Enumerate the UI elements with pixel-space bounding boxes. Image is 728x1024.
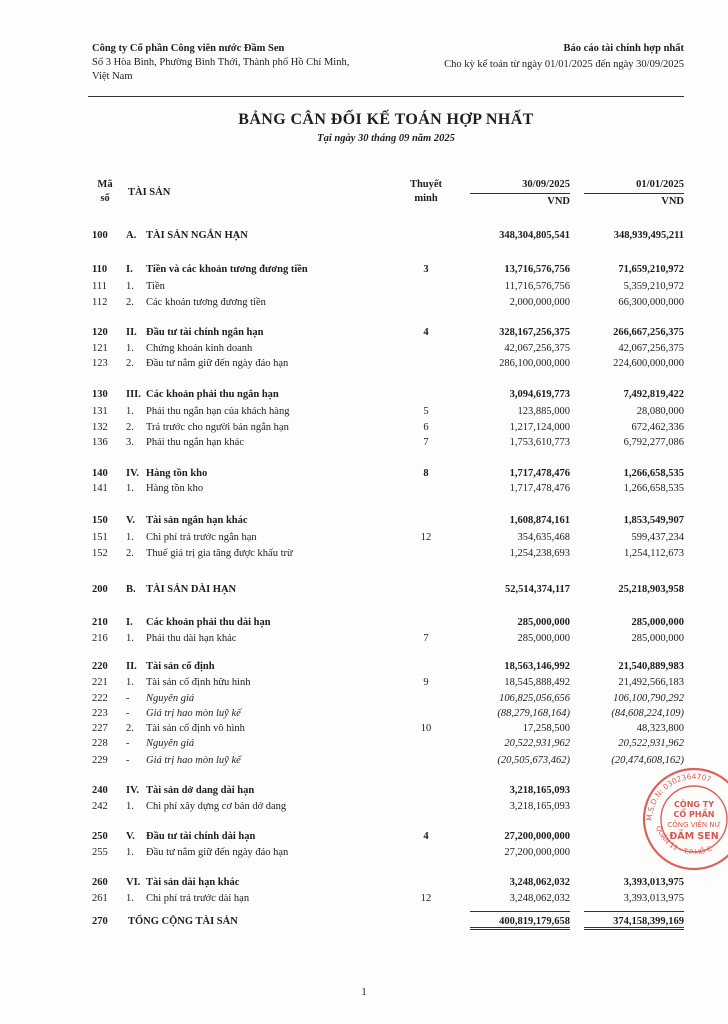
table-row [0,616,728,630]
row-label: Các khoản phải thu ngắn hạn [146,389,279,400]
table-row [0,692,728,706]
row-value-current: 285,000,000 [517,617,570,628]
row-value-current: 286,100,000,000 [499,358,570,369]
row-value-current: 3,218,165,093 [509,785,570,796]
row-label: Tài sản cố định [146,661,215,672]
row-index: 3. [126,437,134,448]
table-row [0,326,728,340]
row-note: 4 [423,831,429,842]
row-value-current: 1,717,478,476 [509,468,570,479]
table-row [0,296,728,310]
row-code: 111 [92,281,107,292]
row-index: B. [126,584,136,595]
row-label: Thuế giá trị gia tăng được khấu trừ [146,548,293,559]
row-value-current: 3,094,619,773 [509,389,570,400]
total-top-rule [584,911,684,912]
table-row [0,547,728,561]
row-code: 140 [92,468,108,479]
table-row [0,800,728,814]
row-value-current: 348,304,805,541 [499,230,570,241]
row-index: A. [126,230,137,241]
row-label: TÀI SẢN DÀI HẠN [146,584,237,595]
row-label: Nguyên giá [146,738,195,749]
row-label: Nguyên giá [146,693,195,704]
row-label: Chi phí trả trước dài hạn [146,893,250,904]
total-bottom-double-rule [584,927,684,930]
row-note: 10 [420,723,432,734]
table-row [0,876,728,890]
statement-date: Tại ngày 30 tháng 09 năm 2025 [317,133,455,144]
page-number: 1 [361,986,367,998]
row-label: Tiền và các khoản tương đương tiền [146,264,308,275]
row-label: Các khoản phải thu dài hạn [146,617,271,628]
row-label: Chi phí xây dựng cơ bản dở dang [146,801,287,812]
row-note: 5 [423,406,429,417]
row-label: Phải thu dài hạn khác [146,633,237,644]
row-label: Chi phí trả trước ngắn hạn [146,532,257,543]
row-value-prior: 1,266,658,535 [623,483,684,494]
row-label: Tài sản dở dang dài hạn [146,785,255,796]
row-code: 223 [92,708,108,719]
row-value-prior: 285,000,000 [631,633,684,644]
row-value-prior: 599,437,234 [631,532,684,543]
table-row [0,357,728,371]
table-row [0,342,728,356]
column-header-assets: TÀI SẢN [128,187,171,198]
total-bottom-double-rule [470,927,570,930]
row-value-current: 3,248,062,032 [509,877,570,888]
statement-title: BẢNG CÂN ĐỐI KẾ TOÁN HỢP NHẤT [238,111,534,128]
row-value-prior: 20,522,931,962 [618,738,684,749]
row-value-current: 18,563,146,992 [504,661,570,672]
table-row [0,280,728,294]
row-value-current: 1,753,610,773 [509,437,570,448]
row-code: 200 [92,584,108,595]
row-code: 132 [92,422,108,433]
row-label: Các khoản tương đương tiền [146,297,266,308]
row-value-prior: 3,393,013,975 [623,893,684,904]
column-header-underline [584,193,684,194]
row-index: IV. [126,468,139,479]
row-value-current: 13,716,576,756 [504,264,570,275]
row-value-prior: 6,792,277,086 [623,437,684,448]
row-label: Đầu tư tài chính ngắn hạn [146,327,264,338]
row-value-current: 1,217,124,000 [509,422,570,433]
row-code: 222 [92,693,108,704]
table-row [0,531,728,545]
row-label: Trả trước cho người bán ngắn hạn [146,422,289,433]
row-label: Đầu tư nắm giữ đến ngày đáo hạn [146,847,289,858]
row-value-prior: (84,608,224,109) [611,708,684,719]
column-header-underline [470,193,570,194]
row-index: 1. [126,893,134,904]
table-row [0,421,728,435]
table-row [0,388,728,402]
row-index: - [126,693,130,704]
row-value-prior: 7,492,819,422 [623,389,684,400]
column-header-date-current: 30/09/2025 [522,179,570,190]
company-name: Công ty Cổ phần Công viên nước Đầm Sen [92,43,285,54]
row-code: 150 [92,515,108,526]
stamp-ring-bottom-text: QUẬN 11 - T.P HỒ C [654,824,714,857]
row-label: Tài sản ngắn hạn khác [146,515,248,526]
stamp-ring-text: M.S.D.N: 0302364707 [644,771,713,822]
row-note: 8 [423,468,429,479]
row-index: - [126,755,130,766]
row-value-current: 3,218,165,093 [509,801,570,812]
row-value-current: 354,635,468 [517,532,570,543]
row-index: - [126,738,130,749]
row-label: Giá trị hao mòn luỹ kế [146,755,241,766]
row-value-current: 106,825,056,656 [499,693,570,704]
row-code: 250 [92,831,108,842]
row-value-current: 18,545,888,492 [504,677,570,688]
row-value-prior: 1,266,658,535 [623,468,684,479]
row-value-prior: 348,939,495,211 [613,230,684,241]
row-index: 1. [126,343,134,354]
row-code: 220 [92,661,108,672]
table-row [0,737,728,751]
row-value-current: 27,200,000,000 [504,847,570,858]
column-unit-prior: VND [661,196,684,207]
row-value-prior: 66,300,000,000 [618,297,684,308]
row-index: 2. [126,422,134,433]
row-index: II. [126,661,137,672]
row-index: IV. [126,785,139,796]
row-index: V. [126,831,135,842]
row-label: TỔNG CỘNG TÀI SẢN [128,916,238,927]
row-value-current: 17,258,500 [522,723,570,734]
stamp-line2: CỔ PHẦN [673,810,715,819]
row-value-current: 328,167,256,375 [499,327,570,338]
table-row [0,405,728,419]
table-row [0,754,728,768]
row-index: I. [126,617,133,628]
row-label: Hàng tồn kho [146,468,208,479]
stamp-line4: ĐẦM SEN [669,831,719,842]
report-header [384,42,684,72]
table-row [0,846,728,860]
row-label: Phải thu ngắn hạn khác [146,437,244,448]
row-value-prior: 285,000,000 [631,617,684,628]
row-label: Tài sản dài hạn khác [146,877,240,888]
row-code: 130 [92,389,108,400]
row-value-prior: 5,359,210,972 [623,281,684,292]
row-label: Hàng tồn kho [146,483,204,494]
row-code: 221 [92,677,108,688]
row-value-current: 27,200,000,000 [504,831,570,842]
row-index: 2. [126,723,134,734]
row-value-prior: 3,393,013,975 [623,877,684,888]
row-label: Tài sản cố định hữu hình [146,677,251,688]
table-row [0,784,728,798]
stamp-line3: CÔNG VIÊN NƯ [667,821,721,829]
row-code: 260 [92,877,108,888]
row-index: I. [126,264,133,275]
row-index: II. [126,327,137,338]
row-index: 1. [126,677,134,688]
header-divider [88,96,684,97]
row-note: 6 [423,422,429,433]
column-header-note: Thuyết minh [409,179,443,204]
row-index: 1. [126,483,134,494]
row-value-prior: 48,323,800 [636,723,684,734]
row-value-current: 123,885,000 [517,406,570,417]
company-address-line1: Số 3 Hòa Bình, Phường Bình Thới, Thành phố Hồ Chí Minh, [92,57,350,68]
row-code: 141 [92,483,108,494]
row-value-current: 11,716,576,756 [504,281,570,292]
row-note: 7 [423,437,429,448]
table-row [0,514,728,528]
table-row [0,707,728,721]
row-value-prior: 42,067,256,375 [618,343,684,354]
row-label: TÀI SẢN NGẮN HẠN [146,230,248,241]
company-header [92,42,412,84]
row-value-prior: 1,254,112,673 [624,548,684,559]
row-value-prior: 1,853,549,907 [623,515,684,526]
row-label: Đầu tư tài chính dài hạn [146,831,256,842]
row-code: 270 [92,916,108,927]
row-index: V. [126,515,135,526]
row-code: 255 [92,847,108,858]
row-value-prior: (20,474,608,162) [611,755,684,766]
row-label: Đầu tư nắm giữ đến ngày đáo hạn [146,358,289,369]
table-row [0,830,728,844]
table-row [0,583,728,597]
row-code: 100 [92,230,108,241]
row-value-current: 1,717,478,476 [509,483,570,494]
row-code: 242 [92,801,108,812]
row-note: 12 [420,893,432,904]
row-note: 3 [423,264,429,275]
row-label: Chứng khoán kinh doanh [146,343,253,354]
row-code: 131 [92,406,108,417]
row-value-current: (20,505,673,462) [497,755,570,766]
company-address-line2: Việt Nam [92,71,133,82]
column-header-code: Mã số [97,179,113,204]
row-value-current: (88,279,168,164) [497,708,570,719]
row-value-current: 42,067,256,375 [504,343,570,354]
row-value-prior: 106,100,790,292 [613,693,684,704]
row-code: 228 [92,738,108,749]
row-note: 7 [423,633,429,644]
table-row [0,632,728,646]
row-index: - [126,708,130,719]
table-row [0,660,728,674]
row-code: 152 [92,548,108,559]
row-index: VI. [126,877,141,888]
table-row [0,229,728,243]
table-row [0,892,728,906]
row-value-prior: 21,540,889,983 [618,661,684,672]
row-code: 110 [92,264,108,275]
row-value-prior: 224,600,000,000 [613,358,684,369]
row-index: III. [126,389,141,400]
row-label: Tài sản cố định vô hình [146,723,245,734]
row-value-current: 1,254,238,693 [509,548,570,559]
table-row [0,482,728,496]
row-index: 2. [126,297,134,308]
row-value-current: 3,248,062,032 [509,893,570,904]
row-index: 1. [126,801,134,812]
row-label: Tiền [146,281,165,292]
row-value-current: 52,514,374,117 [504,584,570,595]
row-code: 261 [92,893,108,904]
row-code: 121 [92,343,108,354]
row-index: 1. [126,532,134,543]
table-row [0,467,728,481]
row-index: 1. [126,847,134,858]
row-value-prior: 374,158,399,169 [613,916,684,927]
table-row [0,722,728,736]
row-code: 136 [92,437,108,448]
row-code: 229 [92,755,108,766]
row-index: 1. [126,633,134,644]
row-value-prior: 28,080,000 [636,406,684,417]
row-value-prior: 266,667,256,375 [613,327,684,338]
row-value-current: 20,522,931,962 [504,738,570,749]
row-code: 151 [92,532,108,543]
company-seal-stamp [640,765,728,873]
table-row [0,263,728,277]
row-code: 123 [92,358,108,369]
total-top-rule [470,911,570,912]
stamp-line1: CÔNG TY [674,800,714,809]
row-value-prior: 21,492,566,183 [618,677,684,688]
row-label: Giá trị hao mòn luỹ kế [146,708,241,719]
report-type: Báo cáo tài chính hợp nhất [563,43,684,54]
row-label: Phải thu ngắn hạn của khách hàng [146,406,290,417]
row-index: 2. [126,358,134,369]
row-value-current: 2,000,000,000 [509,297,570,308]
row-index: 2. [126,548,134,559]
column-header-date-prior: 01/01/2025 [636,179,684,190]
table-row [0,676,728,690]
row-note: 4 [423,327,429,338]
row-note: 12 [420,532,432,543]
row-value-prior: 672,462,336 [631,422,684,433]
row-code: 210 [92,617,108,628]
row-index: 1. [126,281,134,292]
row-code: 120 [92,327,108,338]
row-code: 112 [92,297,108,308]
row-value-prior: 71,659,210,972 [618,264,684,275]
row-value-current: 285,000,000 [517,633,570,644]
row-code: 240 [92,785,108,796]
row-note: 9 [423,677,429,688]
row-index: 1. [126,406,134,417]
report-period: Cho kỳ kế toán từ ngày 01/01/2025 đến ngày 30/09/2025 [444,59,684,70]
column-unit-current: VND [547,196,570,207]
row-code: 216 [92,633,108,644]
row-value-prior: 25,218,903,958 [618,584,684,595]
row-code: 227 [92,723,108,734]
table-row [0,436,728,450]
row-value-current: 1,608,874,161 [509,515,570,526]
row-value-current: 400,819,179,658 [499,916,570,927]
